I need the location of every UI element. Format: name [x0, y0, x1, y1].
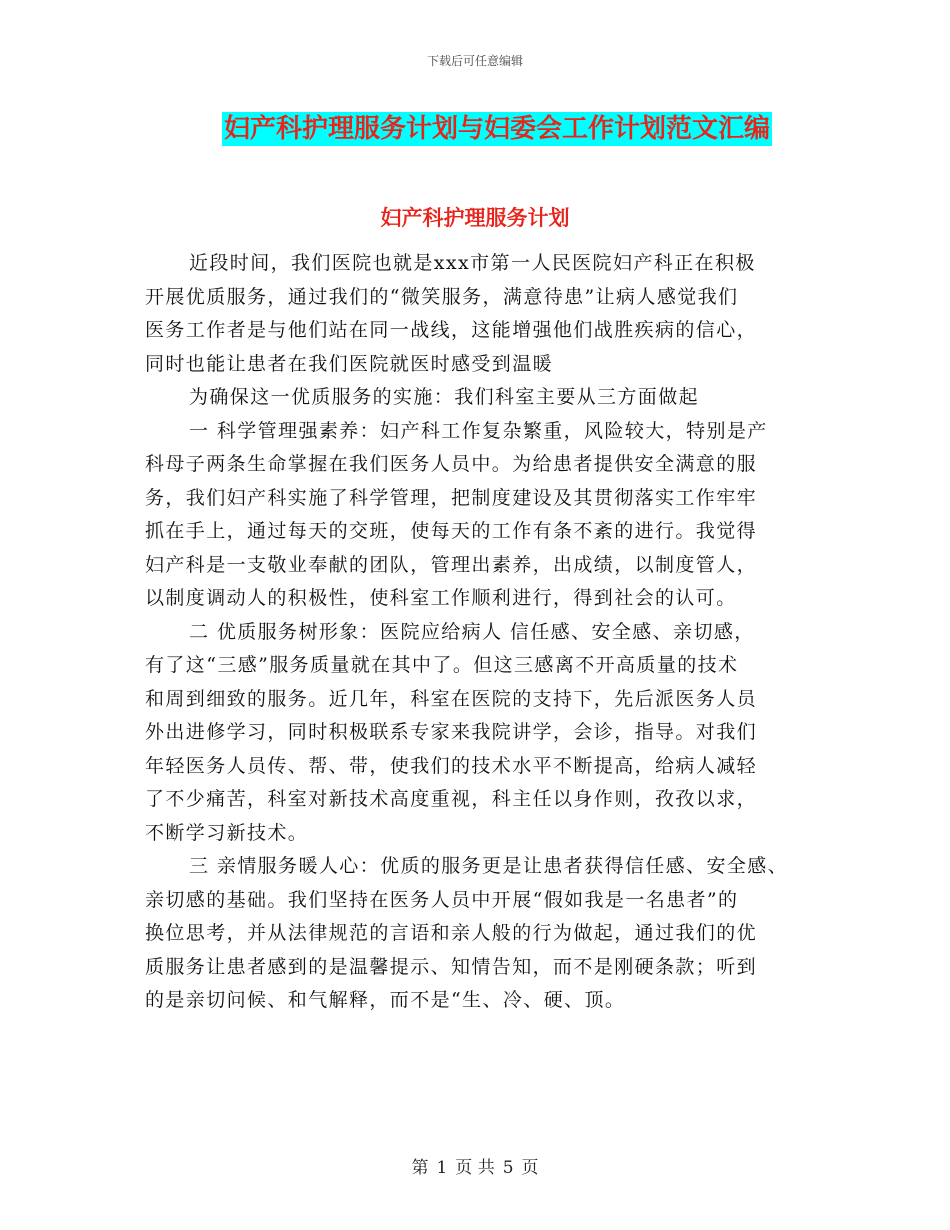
paragraph-line: 科母子两条生命掌握在我们医务人员中。为给患者提供安全满意的服: [145, 453, 758, 475]
paragraph-line: 和周到细致的服务。近几年，科室在医院的支持下，先后派医务人员: [145, 687, 758, 710]
footer-page-number: 1: [436, 1158, 448, 1178]
paragraph-line: 务，我们妇产科实施了科学管理，把制度建设及其贯彻落实工作牢牢: [145, 486, 758, 509]
paragraph-line: 一 科学管理强素养：妇产科工作复杂繁重，风险较大，特别是产: [189, 419, 768, 442]
paragraph-line: 的是亲切问候、和气解释，而不是“生、冷、硬、顶。: [145, 989, 626, 1011]
paragraph-line: 同时也能让患者在我们医院就医时感受到温暖: [145, 352, 554, 375]
paragraph-line: 开展优质服务，通过我们的“微笑服务，满意待患”让病人感觉我们: [145, 285, 739, 308]
paragraph-line: 抓在手上，通过每天的交班，使每天的工作有条不紊的进行。我觉得: [145, 520, 758, 542]
paragraph-line: 近段时间，我们医院也就是xxx市第一人民医院妇产科正在积极: [189, 252, 756, 274]
paragraph-line: 外出进修学习，同时积极联系专家来我院讲学，会诊，指导。对我们: [145, 721, 758, 743]
paragraph-line: 二 优质服务树形象：医院应给病人 信任感、安全感、亲切感，: [189, 620, 755, 643]
paragraph-line: 亲切感的基础。我们坚持在医务人员中开展“假如我是一名患者”的: [145, 888, 739, 911]
footer-middle: 页 共: [455, 1158, 495, 1178]
paragraph-line: 不断学习新技术。: [145, 821, 309, 844]
paragraph-line: 医务工作者是与他们站在同一战线，这能增强他们战胜疾病的信心，: [145, 319, 758, 341]
footer-suffix: 页: [521, 1158, 539, 1178]
footer-prefix: 第: [411, 1158, 429, 1178]
footer-total-pages: 5: [502, 1158, 514, 1178]
paragraph-line: 有了这“三感”服务质量就在其中了。但这三感离不开高质量的技术: [145, 654, 739, 676]
paragraph-line: 三 亲情服务暖人心：优质的服务更是让患者获得信任感、安全感、: [189, 855, 789, 877]
paragraph-line: 年轻医务人员传、帮、带，使我们的技术水平不断提高，给病人减轻: [145, 754, 758, 777]
paragraph-line: 以制度调动人的积极性，使科室工作顺利进行，得到社会的认可。: [145, 587, 737, 609]
header-note: 下载后可任意编辑: [426, 54, 523, 68]
paragraph-line: 质服务让患者感到的是温馨提示、知情告知，而不是刚硬条款；听到: [145, 955, 758, 978]
section-title: 妇产科护理服务计划: [380, 205, 570, 230]
paragraph-line: 了不少痛苦，科室对新技术高度重视，科主任以身作则，孜孜以求，: [145, 788, 758, 810]
paragraph-line: 换位思考，并从法律规范的言语和亲人般的行为做起，通过我们的优: [145, 922, 758, 944]
main-title: 妇产科护理服务计划与妇委会工作计划范文汇编: [224, 114, 771, 144]
paragraph-line: 为确保这一优质服务的实施：我们科室主要从三方面做起: [189, 386, 700, 408]
page-footer: [0, 1153, 950, 1178]
body-text: [145, 247, 825, 1018]
paragraph-line: 妇产科是一支敬业奉献的团队，管理出素养，出成绩，以制度管人，: [145, 553, 758, 576]
